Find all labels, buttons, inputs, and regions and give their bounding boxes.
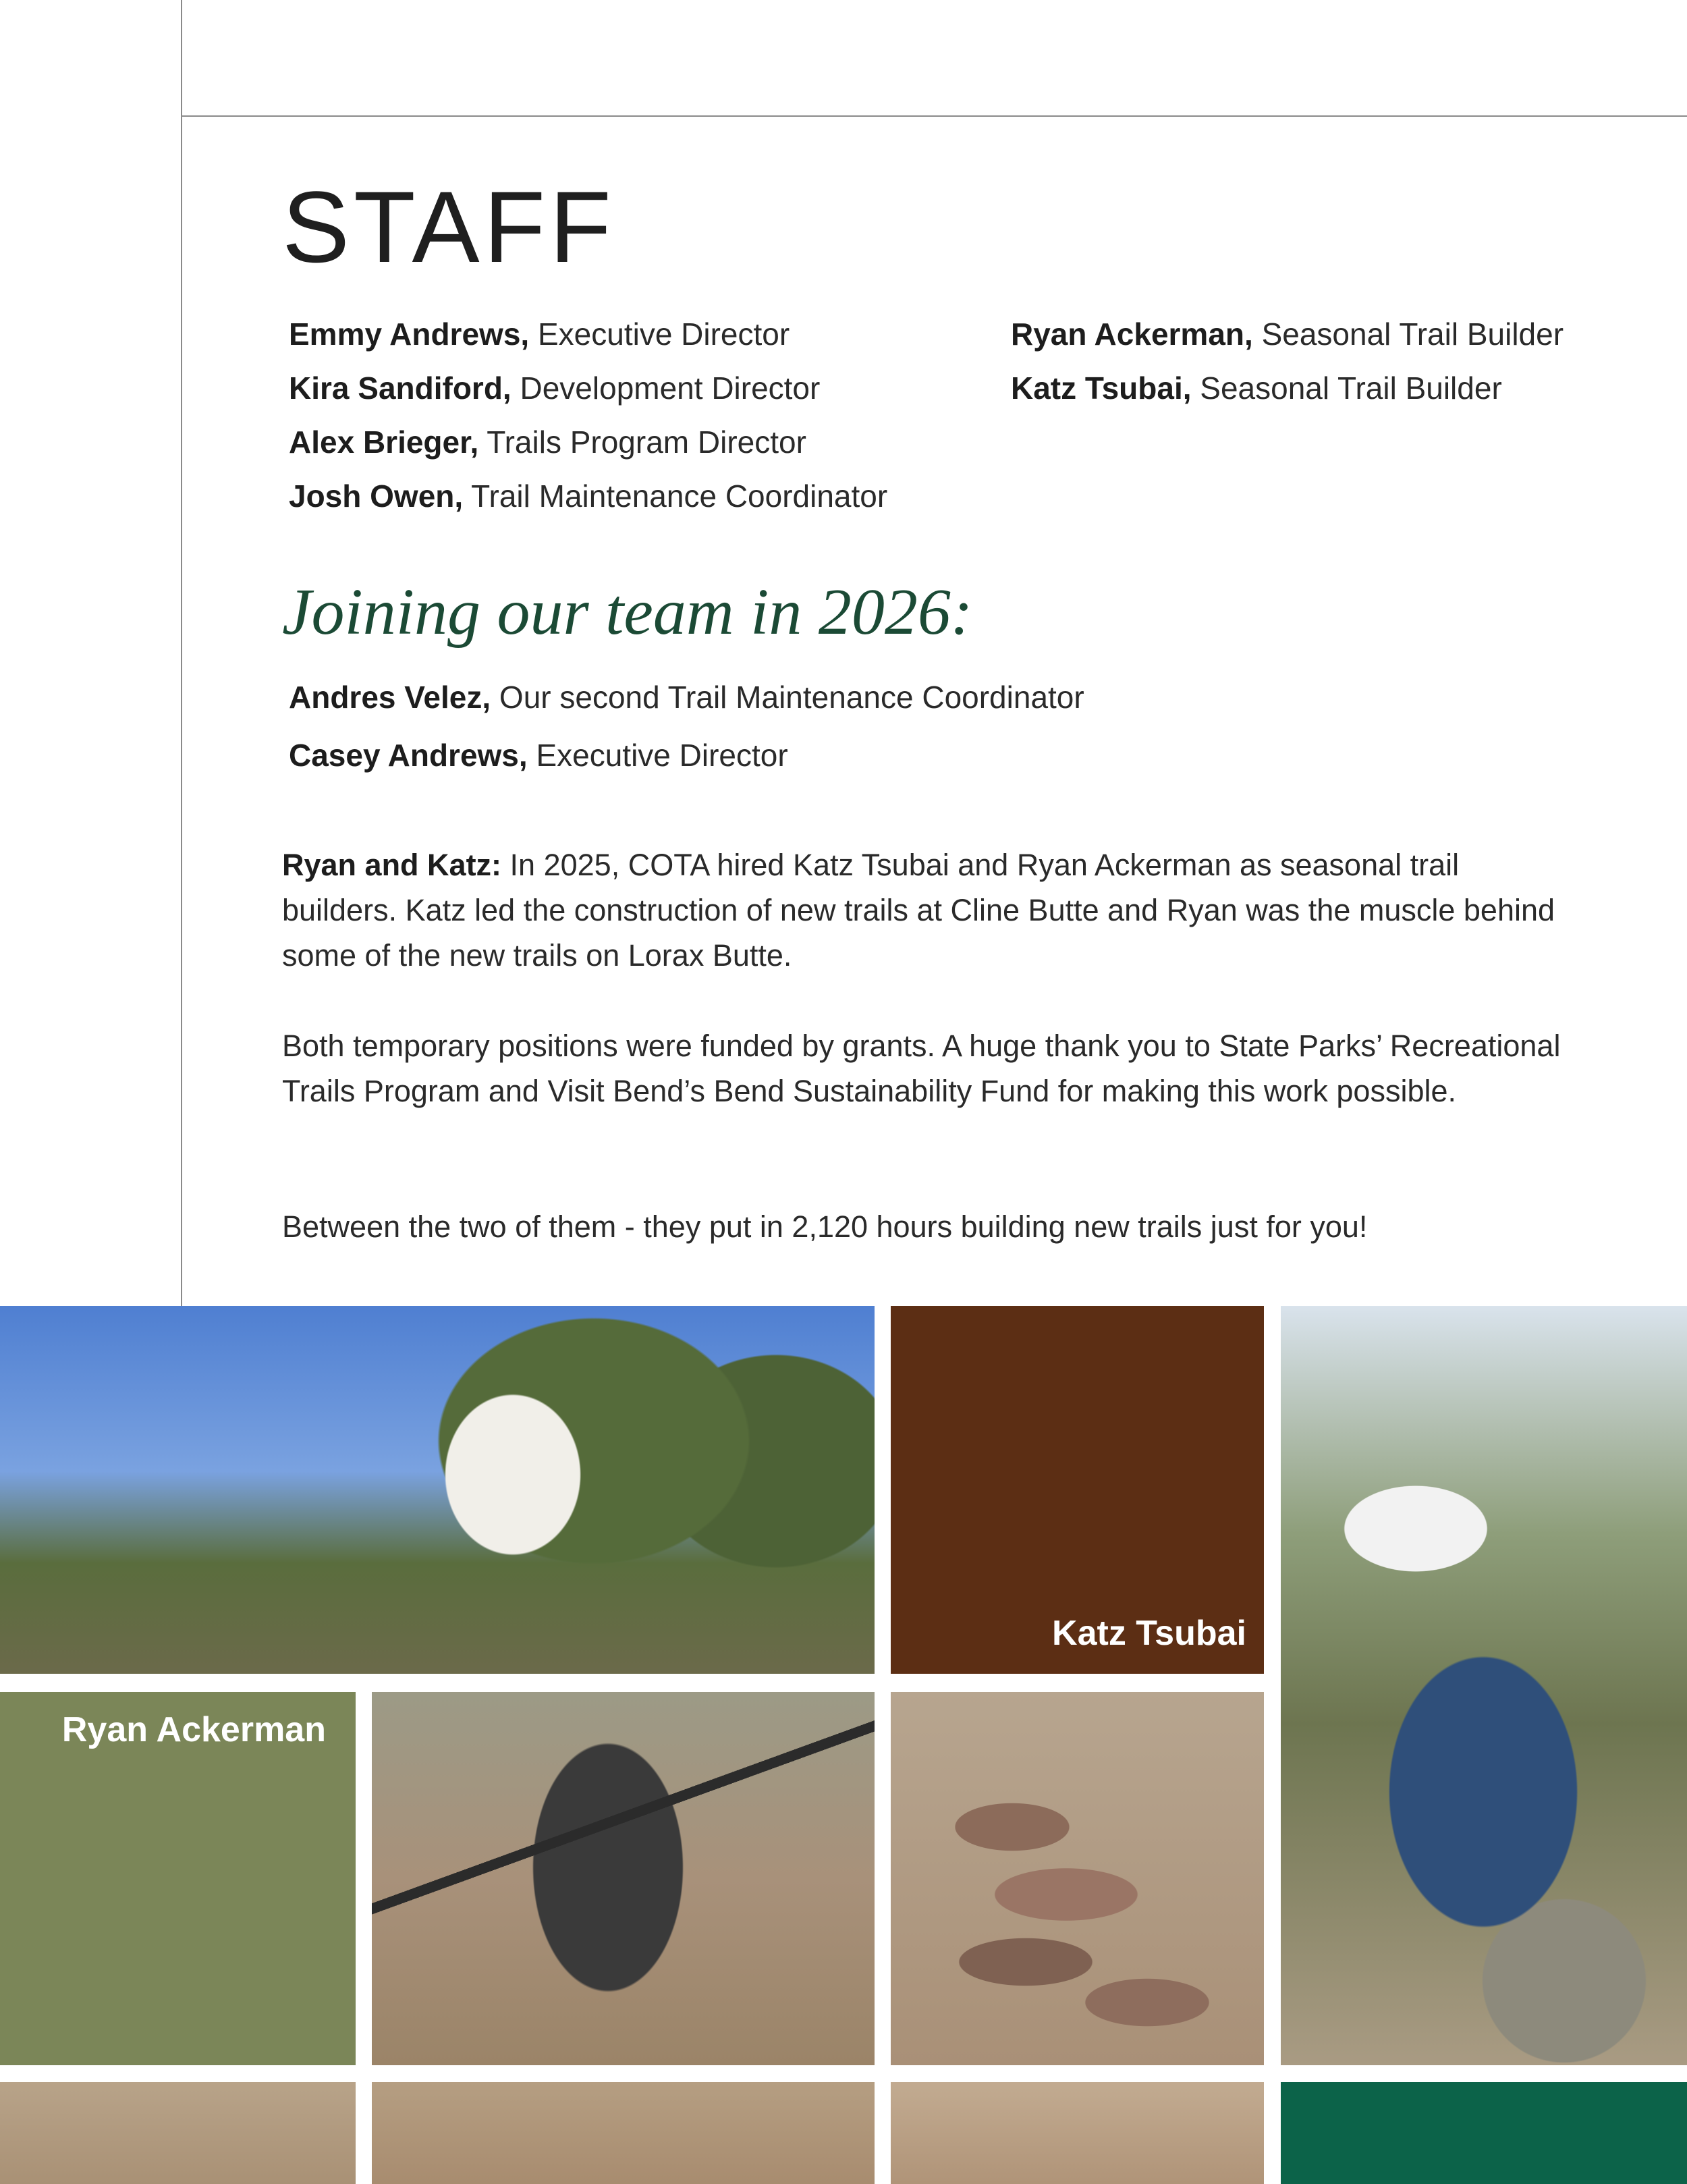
ryan-boots-photo: [372, 2082, 875, 2184]
trail-dirt-photo: [891, 2082, 1264, 2184]
horizontal-rule: [181, 115, 1687, 117]
ryan-with-pry-bar-photo: [372, 1692, 875, 2065]
staff-entry: [1011, 361, 1564, 415]
intro-body: In 2025, COTA hired Katz Tsubai and Ryan Ackerman as seasonal trail builders. Katz led the construction of new trails at Cline Butte and Ryan was the muscle behind some of the new trails on Lorax Butte.: [282, 848, 1555, 973]
staff-list-left: [289, 307, 887, 523]
staff-entry: [289, 307, 887, 361]
intro-lead: Ryan and Katz:: [282, 848, 502, 882]
staff-name: Alex Brieger,: [289, 425, 479, 460]
ryan-ackerman-photo: [0, 1306, 875, 1674]
staff-role: Executive Director: [529, 317, 790, 352]
ryan-label: Ryan Ackerman: [61, 1710, 326, 1749]
staff-name: Kira Sandiford,: [289, 371, 511, 406]
funding-paragraph: Both temporary positions were funded by grants. A huge thank you to State Parks’ Recreational Trails Program and Visit Bend’s Bend Sustainability Fund for making this work possible.: [282, 1029, 1561, 1108]
staff-list-right: [1011, 307, 1564, 415]
joining-name: Casey Andrews,: [289, 738, 528, 773]
joining-entry: [289, 668, 1084, 726]
staff-name: Emmy Andrews,: [289, 317, 530, 352]
staff-name: Katz Tsubai,: [1011, 371, 1192, 406]
staff-role: Seasonal Trail Builder: [1252, 317, 1564, 352]
staff-entry: [289, 469, 887, 523]
staff-role: Trails Program Director: [478, 425, 806, 460]
vertical-rule: [181, 0, 182, 1306]
joining-heading: Joining our team in 2026:: [282, 576, 973, 649]
joining-list: [289, 668, 1084, 784]
staff-entry: [289, 361, 887, 415]
staff-entry: [289, 415, 887, 469]
katz-label-tile: [891, 1306, 1264, 1674]
joining-role: Executive Director: [527, 738, 788, 773]
staff-name: Ryan Ackerman,: [1011, 317, 1253, 352]
trail-ground-photo: [0, 2082, 356, 2184]
rock-work-photo: [891, 1692, 1264, 2065]
ryan-label-tile: [0, 1692, 356, 2065]
staff-name: Josh Owen,: [289, 479, 464, 514]
intro-paragraph: [282, 842, 1564, 978]
staff-role: Trail Maintenance Coordinator: [463, 479, 888, 514]
staff-entry: [1011, 307, 1564, 361]
joining-role: Our second Trail Maintenance Coordinator: [491, 680, 1084, 715]
hours-paragraph: Between the two of them - they put in 2,120 hours building new trails just for you!: [282, 1209, 1368, 1244]
teal-tile: [1281, 2082, 1687, 2184]
katz-label: Katz Tsubai: [1052, 1614, 1246, 1653]
staff-role: Development Director: [511, 371, 821, 406]
katz-tsubai-photo: [1281, 1306, 1687, 2065]
staff-role: Seasonal Trail Builder: [1191, 371, 1502, 406]
joining-name: Andres Velez,: [289, 680, 491, 715]
joining-entry: [289, 726, 1084, 784]
page-title: STAFF: [282, 170, 615, 283]
